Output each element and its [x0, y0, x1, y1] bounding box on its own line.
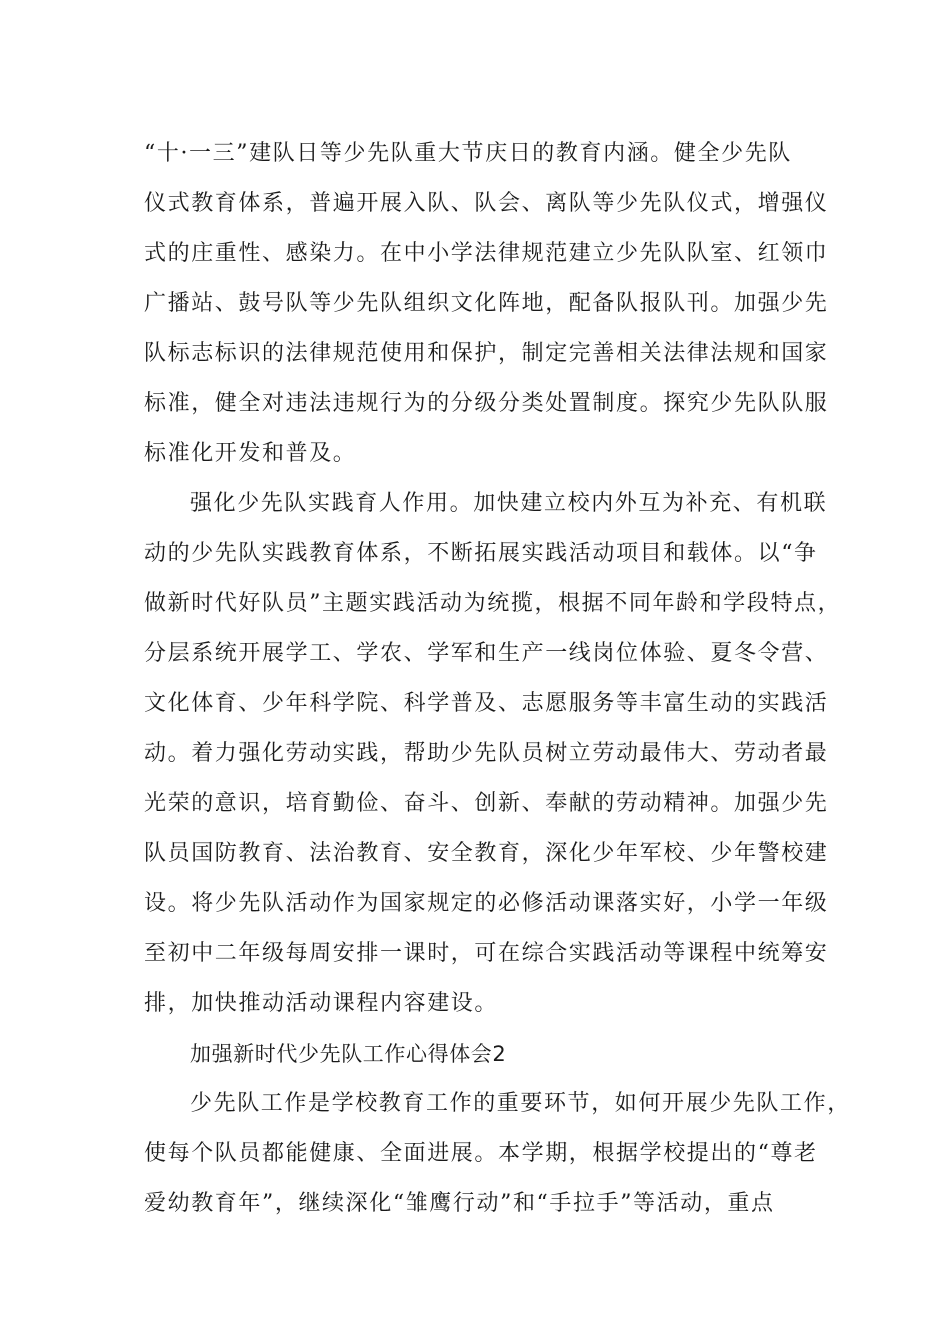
- text-line: “十·一三”建队日等少先队重大节庆日的教育内涵。健全少先队: [144, 141, 792, 166]
- text-line: 动的少先队实践教育体系，不断拓展实践活动项目和载体。以“争: [144, 541, 818, 566]
- text-line: 队员国防教育、法治教育、安全教育，深化少年军校、少年警校建: [144, 841, 829, 866]
- text-line: 标准，健全对违法违规行为的分级分类处置制度。探究少先队队服: [144, 391, 829, 416]
- text-line: 标准化开发和普及。: [144, 441, 357, 466]
- text-line: 动。着力强化劳动实践，帮助少先队员树立劳动最伟大、劳动者最: [144, 741, 829, 766]
- section-heading: 加强新时代少先队工作心得体会2: [190, 1042, 507, 1066]
- text-line: 仪式教育体系，普遍开展入队、队会、离队等少先队仪式，增强仪: [144, 191, 829, 216]
- text-line: 排，加快推动活动课程内容建设。: [144, 991, 499, 1016]
- text-line: 广播站、鼓号队等少先队组织文化阵地，配备队报队刊。加强少先: [144, 291, 829, 316]
- text-line: 文化体育、少年科学院、科学普及、志愿服务等丰富生动的实践活: [144, 691, 829, 716]
- text-line: 光荣的意识，培育勤俭、奋斗、创新、奉献的劳动精神。加强少先: [144, 791, 829, 816]
- text-line: 爱幼教育年”，继续深化“雏鹰行动”和“手拉手”等活动，重点: [144, 1191, 775, 1216]
- text-line: 队标志标识的法律规范使用和保护，制定完善相关法律法规和国家: [144, 341, 829, 366]
- text-line: 分层系统开展学工、学农、学军和生产一线岗位体验、夏冬令营、: [144, 641, 829, 666]
- text-line: 做新时代好队员”主题实践活动为统揽，根据不同年龄和学段特点，: [144, 591, 842, 616]
- text-line: 至初中二年级每周安排一课时，可在综合实践活动等课程中统筹安: [144, 941, 829, 966]
- text-line: 使每个队员都能健康、全面进展。本学期，根据学校提出的“尊老: [144, 1141, 818, 1166]
- text-line: 式的庄重性、感染力。在中小学法律规范建立少先队队室、红领巾: [144, 241, 829, 266]
- text-line: 设。将少先队活动作为国家规定的必修活动课落实好，小学一年级: [144, 891, 829, 916]
- text-line: 少先队工作是学校教育工作的重要环节，如何开展少先队工作，: [190, 1091, 851, 1116]
- text-line: 强化少先队实践育人作用。加快建立校内外互为补充、有机联: [190, 491, 828, 516]
